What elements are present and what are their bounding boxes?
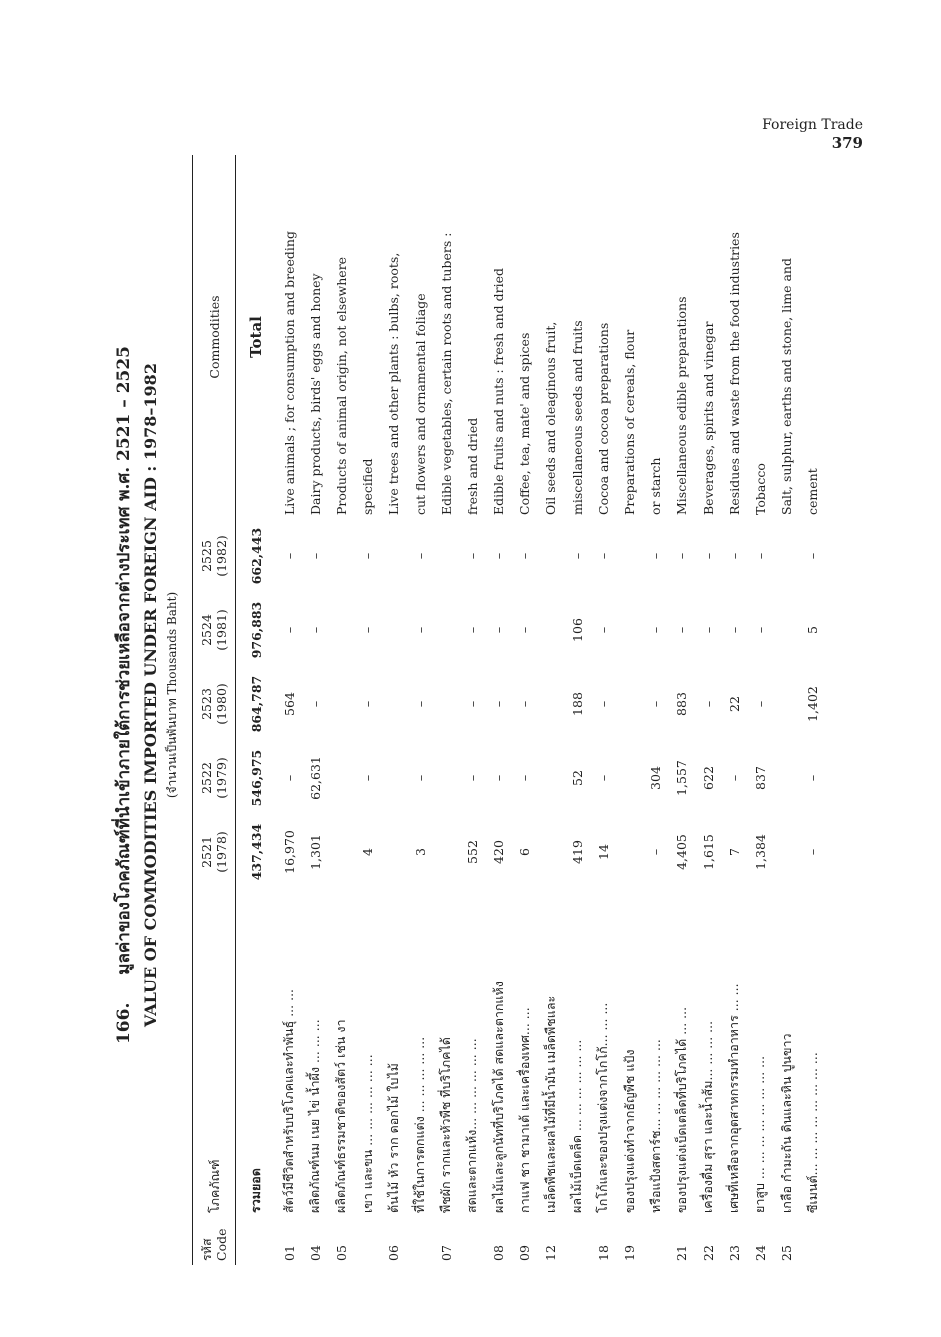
row-english-commodity: Total (247, 316, 265, 358)
row-value: – (595, 700, 611, 708)
row-english-commodity: Edible vegetables, certain roots and tubers : (438, 232, 454, 515)
row-value (328, 667, 354, 741)
row-value: – (412, 552, 428, 560)
row-value: – (517, 552, 533, 560)
row-value: 3 (412, 848, 428, 856)
table-row (747, 155, 773, 1265)
row-english-commodity: Live animals ; for consumption and breeding (281, 231, 297, 515)
row-value: – (412, 700, 428, 708)
row-value (328, 741, 354, 815)
table-row (302, 155, 328, 1265)
table-row (459, 155, 485, 1265)
row-value (616, 667, 642, 741)
row-code: 25 (779, 1245, 795, 1261)
year-header-2525: 2525 (1982) (199, 535, 229, 577)
table-row (564, 155, 590, 1265)
year-header-2524: 2524 (1981) (199, 609, 229, 651)
row-value: 52 (569, 770, 585, 786)
row-value: 7 (726, 848, 742, 856)
row-value: – (752, 626, 768, 634)
row-value (538, 667, 564, 741)
row-value: 14 (595, 844, 611, 860)
table-number: 166. (114, 1002, 134, 1045)
row-value: – (726, 774, 742, 782)
row-value: – (360, 700, 376, 708)
row-value: 564 (281, 692, 297, 716)
row-english-commodity: Edible fruits and nuts : fresh and dried (491, 267, 507, 515)
row-value (433, 667, 459, 741)
row-english-commodity: Coffee, tea, mate' and spices (517, 332, 533, 515)
row-english-commodity: Residues and waste from the food industries (726, 232, 742, 515)
row-value: 976,883 (248, 601, 264, 659)
row-value (774, 593, 800, 667)
row-value: 662,443 (248, 527, 264, 585)
row-value: 883 (674, 692, 690, 716)
row-value (433, 593, 459, 667)
table-title-block (110, 145, 182, 1245)
row-value: 1,557 (674, 760, 690, 796)
row-value (381, 741, 407, 815)
row-value: 1,615 (700, 834, 716, 870)
row-code: 07 (438, 1245, 454, 1261)
row-code: 08 (491, 1245, 507, 1261)
row-value: 622 (700, 766, 716, 790)
table-row (695, 155, 721, 1265)
row-value: – (700, 700, 716, 708)
row-thai-commodity: ผลไม้และลูกนัทที่บริโภคได้ สดและตากแห้ง (490, 981, 506, 1213)
row-thai-commodity: โกโก้และของปรุงแต่งจากโกโก้... ... ... (595, 1002, 611, 1213)
row-code: 24 (752, 1245, 768, 1261)
table-row (800, 155, 826, 1265)
row-value: – (569, 552, 585, 560)
row-thai-commodity: ซีเมนต์... ... ... ... ... ... ... ... (804, 1052, 820, 1213)
row-value: – (281, 774, 297, 782)
table-row (669, 155, 695, 1265)
row-code: 04 (307, 1245, 323, 1261)
row-value: – (726, 552, 742, 560)
year-header-2523: 2523 (1980) (199, 683, 229, 725)
row-code: 12 (543, 1245, 559, 1261)
row-value: – (412, 774, 428, 782)
row-value: – (595, 552, 611, 560)
row-thai-commodity: ต้นไม้ หัว ราก ดอกไม้ ใบไม้ (385, 1063, 401, 1213)
row-value: – (674, 552, 690, 560)
table-row (643, 155, 669, 1265)
row-value: 864,787 (248, 675, 264, 733)
commodities-table (192, 155, 826, 1265)
row-value: – (648, 848, 664, 856)
row-value: 552 (464, 840, 480, 864)
row-value: – (307, 552, 323, 560)
row-english-commodity: Live trees and other plants : bulbs, roots, (386, 252, 402, 515)
row-code: 21 (674, 1245, 690, 1261)
row-value: – (464, 700, 480, 708)
table-row (433, 155, 459, 1265)
row-code (459, 1217, 485, 1265)
table-body (236, 155, 826, 1265)
row-thai-commodity: ผลิตภัณฑ์ธรรมชาติของสัตว์ เช่น งา (333, 1019, 349, 1213)
row-thai-commodity: ของปรุงแต่งทำจากธัญพืช แป้ง (621, 1049, 637, 1213)
table-row (721, 155, 747, 1265)
row-value: – (464, 552, 480, 560)
row-thai-commodity: เศษที่เหลือจากอุตสาหกรรมทำอาหาร ... ... (726, 983, 742, 1213)
year-header-2521: 2521 (1978) (199, 831, 229, 873)
row-english-commodity: Salt, sulphur, earths and stone, lime and (779, 258, 795, 515)
row-value: – (464, 774, 480, 782)
row-value (538, 815, 564, 889)
row-value (616, 815, 642, 889)
row-thai-commodity: ผลิตภัณฑ์นม เนย ไข่ น้ำผึ้ง ... ... ... (307, 1019, 323, 1213)
row-value (381, 593, 407, 667)
row-value (538, 741, 564, 815)
row-english-commodity: Beverages, spirits and vinegar (700, 321, 716, 515)
table-row (328, 155, 354, 1265)
row-value: – (517, 700, 533, 708)
row-value (538, 519, 564, 593)
row-value: – (360, 774, 376, 782)
row-value: 304 (648, 766, 664, 790)
row-value: 5 (805, 626, 821, 634)
table-row (486, 155, 512, 1265)
row-thai-commodity: กาแฟ ชา ชามาเต้ และเครื่องเทศ... ... (516, 1007, 532, 1213)
row-thai-commodity: รวมยอด (248, 1168, 263, 1213)
table-row (512, 155, 538, 1265)
table-row (276, 155, 302, 1265)
row-english-commodity: or starch (648, 457, 664, 515)
unit-note: (จำนวนเป็นพันบาท Thousands Baht) (165, 591, 179, 799)
row-value: – (700, 552, 716, 560)
row-english-commodity: Oil seeds and oleaginous fruit, (543, 321, 559, 515)
thai-title: มูลค่าของโภคภัณฑ์ที่นำเข้าภายใต้การช่วยเหลือจากต่างประเทศ พ.ศ. 2521 – 2525 (114, 345, 134, 975)
row-thai-commodity: หรือแป้งสตาร์ช... ... ... ... ... ... (647, 1039, 663, 1213)
row-thai-commodity: พืชผัก รากและหัวพืช ที่บริโภคได้ (438, 1037, 454, 1213)
row-value: – (648, 552, 664, 560)
row-thai-commodity: เขา และขน ... ... ... ... ... ... (359, 1054, 375, 1213)
row-thai-commodity: ผลไม้เบ็ดเตล็ด ... ... ... ... ... ... (569, 1039, 585, 1213)
row-value: – (648, 700, 664, 708)
row-english-commodity: Products of animal origin, not elsewhere (333, 256, 349, 515)
row-value (538, 593, 564, 667)
row-value: – (412, 626, 428, 634)
row-code: 19 (622, 1245, 638, 1261)
row-value: – (491, 552, 507, 560)
row-value: – (281, 552, 297, 560)
row-value: 16,970 (281, 830, 297, 874)
row-thai-commodity: เครื่องดื่ม สุรา และน้ำส้ม... ... ... ... (700, 1020, 716, 1213)
row-value (616, 741, 642, 815)
row-code: 18 (595, 1245, 611, 1261)
row-thai-commodity: ที่ใช้ในการตกแต่ง ... ... ... ... ... (412, 1036, 428, 1213)
row-value: – (752, 700, 768, 708)
row-value: – (491, 700, 507, 708)
row-code: 05 (333, 1245, 349, 1261)
table-row (538, 155, 564, 1265)
thai-commodity-header: โภคภัณฑ์ (206, 1159, 222, 1213)
row-value: – (360, 626, 376, 634)
row-english-commodity: Tobacco (752, 463, 768, 515)
row-value: 1,301 (307, 834, 323, 870)
row-value: – (674, 626, 690, 634)
row-value (328, 519, 354, 593)
table-row (407, 155, 433, 1265)
rotated-page-content (100, 115, 860, 1265)
row-value: – (491, 626, 507, 634)
section-name: Foreign Trade (762, 117, 863, 133)
row-value: – (726, 626, 742, 634)
row-thai-commodity: เมล็ดพืชและผลไม้ที่มีน้ำมัน เมล็ดพืชและ (542, 995, 558, 1213)
row-english-commodity: miscellaneous seeds and fruits (569, 320, 585, 515)
row-value: – (307, 626, 323, 634)
row-code (355, 1217, 381, 1265)
row-value: 437,434 (248, 823, 264, 881)
table-row (590, 155, 616, 1265)
row-value: – (595, 774, 611, 782)
row-value: – (648, 626, 664, 634)
row-value: – (360, 552, 376, 560)
row-code: 09 (517, 1245, 533, 1261)
row-value: 837 (752, 766, 768, 790)
row-code (407, 1217, 433, 1265)
row-value (774, 741, 800, 815)
row-value: – (464, 626, 480, 634)
row-value: 106 (569, 618, 585, 642)
row-code: 22 (700, 1245, 716, 1261)
row-english-commodity: Preparations of cereals, flour (622, 329, 638, 515)
row-english-commodity: fresh and dried (464, 417, 480, 515)
row-value (433, 815, 459, 889)
row-value: 546,975 (248, 749, 264, 807)
table-row (616, 155, 642, 1265)
row-code (643, 1217, 669, 1265)
row-value (433, 519, 459, 593)
total-row (236, 155, 277, 1265)
row-value (381, 815, 407, 889)
table-header-row (193, 155, 236, 1265)
row-english-commodity: Dairy products, birds' eggs and honey (307, 273, 323, 515)
row-value: 4 (360, 848, 376, 856)
row-thai-commodity: สัตว์มีชีวิตสำหรับบริโภคและทำพันธุ์ ... ... (281, 988, 297, 1213)
row-value: 22 (726, 696, 742, 712)
row-value: – (491, 774, 507, 782)
row-value: – (517, 774, 533, 782)
row-value: 420 (491, 840, 507, 864)
row-value: – (281, 626, 297, 634)
row-code (236, 1217, 277, 1265)
row-value: 419 (569, 840, 585, 864)
row-value: – (595, 626, 611, 634)
row-value (328, 815, 354, 889)
row-value (381, 519, 407, 593)
row-english-commodity: specified (360, 458, 376, 515)
row-value (328, 593, 354, 667)
row-english-commodity: cement (805, 468, 821, 515)
row-value (616, 519, 642, 593)
row-value: 62,631 (307, 756, 323, 800)
row-value (774, 815, 800, 889)
page-number: 379 (831, 134, 863, 152)
table-row (381, 155, 407, 1265)
row-thai-commodity: เกลือ กำมะถัน ดินและหิน ปูนขาว (778, 1033, 794, 1213)
year-header-2522: 2522 (1979) (199, 757, 229, 799)
row-value: – (517, 626, 533, 634)
row-code: 23 (726, 1245, 742, 1261)
row-thai-commodity: สดและตากแห้ง... ... ... ... ... ... (464, 1038, 480, 1213)
english-title: VALUE OF COMMODITIES IMPORTED UNDER FOREIGN AID : 1978–1982 (141, 363, 160, 1027)
row-value: 1,384 (752, 834, 768, 870)
row-value (433, 741, 459, 815)
row-value: – (805, 848, 821, 856)
row-english-commodity: Miscellaneous edible preparations (674, 296, 690, 515)
row-value (774, 519, 800, 593)
row-english-commodity: Cocoa and cocoa preparations (595, 322, 611, 515)
row-value: – (752, 552, 768, 560)
table-row (774, 155, 800, 1265)
row-value: 1,402 (805, 686, 821, 722)
row-english-commodity: cut flowers and ornamental foliage (412, 293, 428, 515)
row-value: 4,405 (674, 834, 690, 870)
english-commodity-header: Commodities (206, 295, 222, 379)
row-value: – (805, 552, 821, 560)
row-code: 06 (386, 1245, 402, 1261)
row-value: – (700, 626, 716, 634)
row-code: 01 (281, 1245, 297, 1261)
row-value: – (307, 700, 323, 708)
row-code (564, 1217, 590, 1265)
row-thai-commodity: ของปรุงแต่งเบ็ดเตล็ดที่บริโภคได้ ... ... (673, 1006, 689, 1213)
row-value: – (805, 774, 821, 782)
row-code (800, 1217, 826, 1265)
row-value: 6 (517, 848, 533, 856)
row-value (381, 667, 407, 741)
code-header: รหัส Code (199, 1228, 229, 1261)
row-value (774, 667, 800, 741)
row-thai-commodity: ยาสูบ ... ... ... ... ... ... ... ... (752, 1055, 768, 1213)
row-value (616, 593, 642, 667)
row-value: 188 (569, 692, 585, 716)
table-row (355, 155, 381, 1265)
